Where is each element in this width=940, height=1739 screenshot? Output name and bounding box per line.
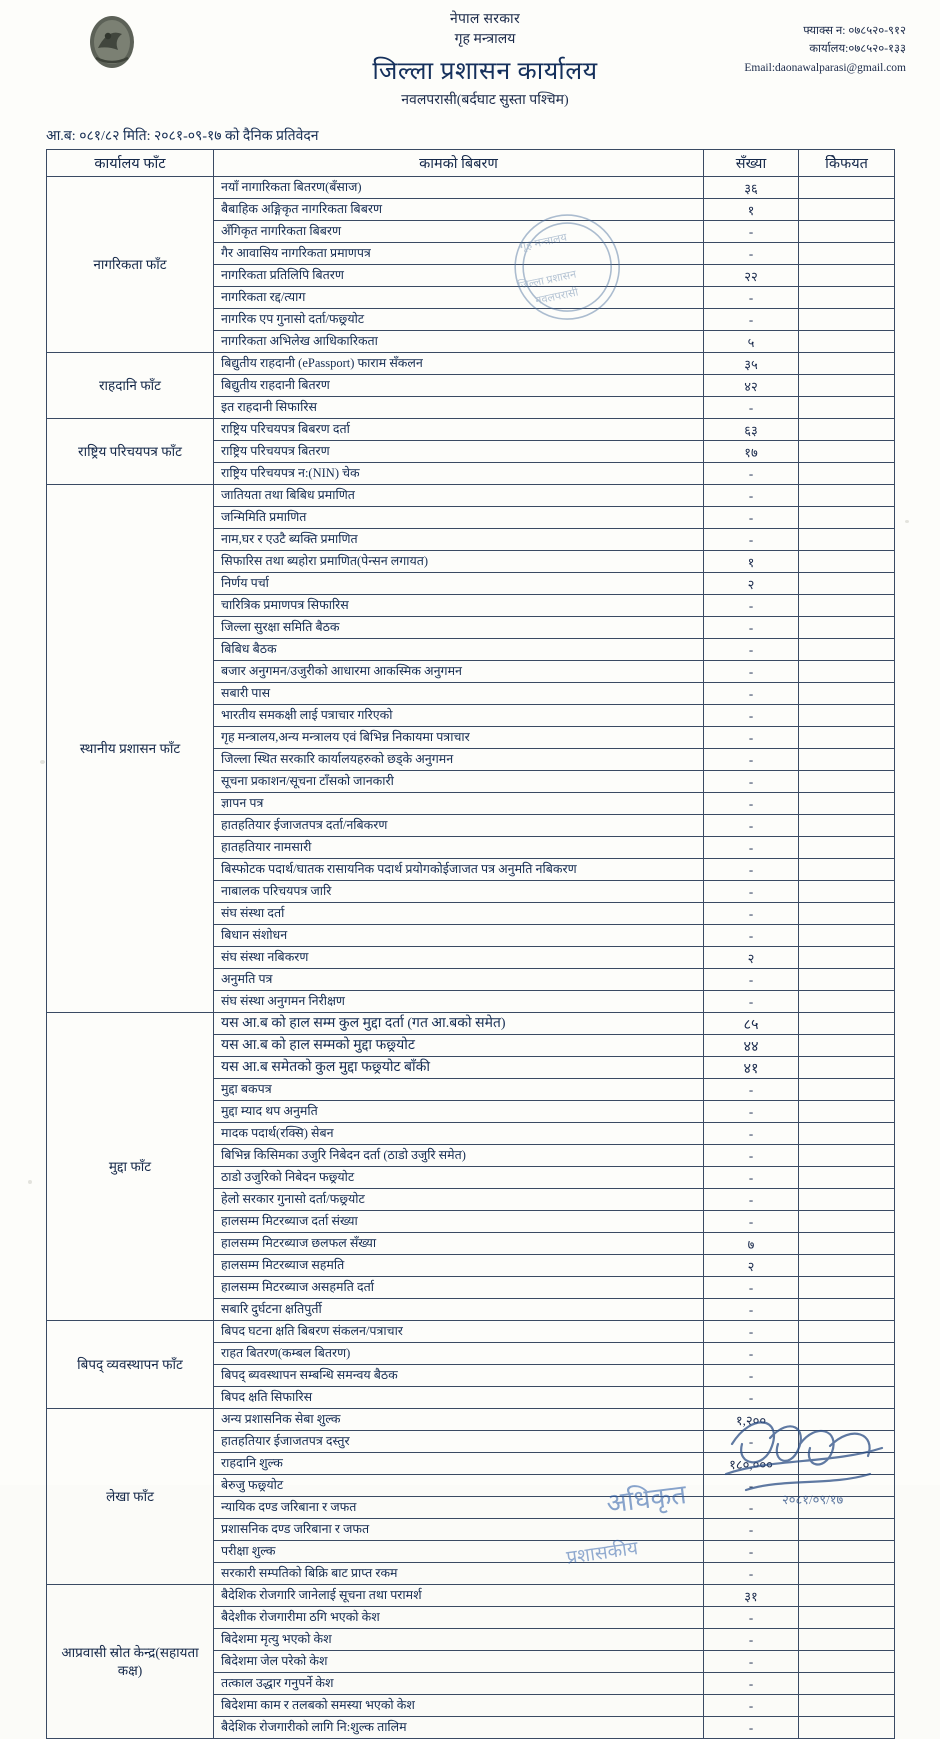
row-count: - xyxy=(704,1365,799,1387)
row-description: बिदेशमा काम र तलबको समस्या भएको केश xyxy=(214,1695,704,1717)
row-description: जन्मिमिति प्रमाणित xyxy=(214,507,704,529)
row-remark xyxy=(799,1453,895,1475)
row-description: संघ संस्था अनुगमन निरीक्षण xyxy=(214,991,704,1013)
col-head-description: कामको बिबरण xyxy=(214,150,704,177)
row-remark xyxy=(799,1057,895,1079)
row-remark xyxy=(799,1145,895,1167)
row-description: बिपद् ब्यवस्थापन सम्बन्धि समन्वय बैठक xyxy=(214,1365,704,1387)
table-row xyxy=(47,485,895,507)
row-description: बैदेशीक रोजगारीमा ठगि भएको केश xyxy=(214,1607,704,1629)
row-remark xyxy=(799,683,895,705)
row-remark xyxy=(799,199,895,221)
row-remark xyxy=(799,881,895,903)
row-count: - xyxy=(704,1145,799,1167)
district-name: नवलपरासी(बर्दघाट सुस्ता पश्चिम) xyxy=(401,92,569,108)
row-description: न्यायिक दण्ड जरिबाना र जफत xyxy=(214,1497,704,1519)
row-remark xyxy=(799,1035,895,1057)
row-remark xyxy=(799,1123,895,1145)
row-description: नाम,घर र एउटै ब्यक्ति प्रमाणित xyxy=(214,529,704,551)
row-remark xyxy=(799,661,895,683)
row-description: मादक पदार्थ(रक्सि) सेबन xyxy=(214,1123,704,1145)
row-count: - xyxy=(704,1475,799,1497)
table-row xyxy=(47,1321,895,1343)
row-description: सूचना प्रकाशन/सूचना टाँसको जानकारी xyxy=(214,771,704,793)
row-count: - xyxy=(704,287,799,309)
row-description: अन्य प्रशासनिक सेबा शुल्क xyxy=(214,1409,704,1431)
row-remark xyxy=(799,1167,895,1189)
row-description: अनुमति पत्र xyxy=(214,969,704,991)
row-count: ३६ xyxy=(704,177,799,199)
blue-stamp-text: अधिकृत xyxy=(604,1479,689,1519)
paper-speck xyxy=(28,1180,32,1184)
row-count: १,२०० xyxy=(704,1409,799,1431)
row-remark xyxy=(799,1409,895,1431)
row-remark xyxy=(799,1497,895,1519)
row-remark xyxy=(799,727,895,749)
row-remark xyxy=(799,221,895,243)
row-remark xyxy=(799,1255,895,1277)
row-description: नयाँ नागारिकता बितरण(बँसाज) xyxy=(214,177,704,199)
table-row xyxy=(47,419,895,441)
row-remark xyxy=(799,1541,895,1563)
row-count: - xyxy=(704,1123,799,1145)
row-remark xyxy=(799,1299,895,1321)
svg-text:२०८१/०९/१७: २०८१/०९/१७ xyxy=(782,1492,844,1507)
row-remark xyxy=(799,1651,895,1673)
row-description: सिफारिस तथा ब्यहोरा प्रमाणित(पेन्सन लगायत) xyxy=(214,551,704,573)
section-label: मुद्दा फाँट xyxy=(47,1013,214,1321)
row-remark xyxy=(799,287,895,309)
row-remark xyxy=(799,265,895,287)
row-count: - xyxy=(704,859,799,881)
nepal-government-emblem-icon xyxy=(88,14,136,70)
row-description: यस आ.ब को हाल सम्म कुल मुद्दा दर्ता (गत आ.बको समेत) xyxy=(214,1013,704,1035)
row-count: - xyxy=(704,683,799,705)
table-row xyxy=(47,353,895,375)
section-label: नागरिकता फाँट xyxy=(47,177,214,353)
row-remark xyxy=(799,1079,895,1101)
row-remark xyxy=(799,1387,895,1409)
row-count: ८५ xyxy=(704,1013,799,1035)
row-count: - xyxy=(704,705,799,727)
table-row xyxy=(47,1585,895,1607)
row-remark xyxy=(799,903,895,925)
row-remark xyxy=(799,1629,895,1651)
row-remark xyxy=(799,1717,895,1739)
row-remark xyxy=(799,419,895,441)
row-remark xyxy=(799,925,895,947)
row-description: चारित्रिक प्रमाणपत्र सिफारिस xyxy=(214,595,704,617)
row-remark xyxy=(799,859,895,881)
row-description: बजार अनुगमन/उजुरीको आधारमा आकस्मिक अनुगमन xyxy=(214,661,704,683)
row-count: - xyxy=(704,925,799,947)
row-description: हालसम्म मिटरब्याज दर्ता संख्या xyxy=(214,1211,704,1233)
row-description: जिल्ला सुरक्षा समिति बैठक xyxy=(214,617,704,639)
row-remark xyxy=(799,1519,895,1541)
row-count: - xyxy=(704,243,799,265)
row-remark xyxy=(799,1013,895,1035)
row-count: - xyxy=(704,1343,799,1365)
row-count: - xyxy=(704,1563,799,1585)
row-remark xyxy=(799,1695,895,1717)
row-description: संघ संस्था नबिकरण xyxy=(214,947,704,969)
row-remark xyxy=(799,529,895,551)
row-description: नागरिकता अभिलेख आधिकारिकता xyxy=(214,331,704,353)
row-count: - xyxy=(704,617,799,639)
row-description: नागरिकता रद्द/त्याग xyxy=(214,287,704,309)
row-description: बिपद क्षति सिफारिस xyxy=(214,1387,704,1409)
section-label: स्थानीय प्रशासन फाँट xyxy=(47,485,214,1013)
row-count: १८०,००० xyxy=(704,1453,799,1475)
row-count: - xyxy=(704,507,799,529)
row-description: हातहतियार ईजाजतपत्र दर्ता/नबिकरण xyxy=(214,815,704,837)
row-remark xyxy=(799,771,895,793)
row-description: यस आ.ब को हाल सम्मको मुद्दा फछ्र्योट xyxy=(214,1035,704,1057)
row-count: २ xyxy=(704,947,799,969)
row-description: बिद्युतीय राहदानी (ePassport) फाराम सँकलन xyxy=(214,353,704,375)
row-description: यस आ.ब समेतको कुल मुद्दा फछ्र्योट बाँकी xyxy=(214,1057,704,1079)
row-description: बिधान संशोधन xyxy=(214,925,704,947)
row-remark xyxy=(799,837,895,859)
row-description: इत राहदानी सिफारिस xyxy=(214,397,704,419)
row-count: - xyxy=(704,1321,799,1343)
row-count: २ xyxy=(704,573,799,595)
row-count: - xyxy=(704,1673,799,1695)
row-count: - xyxy=(704,1101,799,1123)
svg-text:जिल्ला प्रशासन: जिल्ला प्रशासन xyxy=(516,268,578,293)
row-count: - xyxy=(704,1629,799,1651)
row-description: अँगिकृत नागरिकता बिबरण xyxy=(214,221,704,243)
row-remark xyxy=(799,573,895,595)
row-remark xyxy=(799,1189,895,1211)
row-remark xyxy=(799,243,895,265)
report-title: आ.ब: ०८१/८२ मिति: २०८१-०९-१७ को दैनिक प्रतिवेदन xyxy=(46,129,319,144)
row-description: बैदेशिक रोजगारीको लागि नि:शुल्क तालिम xyxy=(214,1717,704,1739)
row-description: बैबाहिक अङ्गिकृत नागरिकता बिबरण xyxy=(214,199,704,221)
row-remark xyxy=(799,375,895,397)
col-head-office: कार्यालय फाँट xyxy=(47,150,214,177)
row-count: - xyxy=(704,1299,799,1321)
row-count: - xyxy=(704,969,799,991)
row-remark xyxy=(799,595,895,617)
row-count: - xyxy=(704,595,799,617)
row-description: बिद्युतीय राहदानी बितरण xyxy=(214,375,704,397)
row-count: - xyxy=(704,815,799,837)
row-remark xyxy=(799,1431,895,1453)
row-description: संघ संस्था दर्ता xyxy=(214,903,704,925)
row-count: - xyxy=(704,1277,799,1299)
row-count: - xyxy=(704,309,799,331)
table-header-row xyxy=(47,150,895,177)
row-count: - xyxy=(704,1519,799,1541)
row-remark xyxy=(799,1607,895,1629)
col-head-count: सँख्या xyxy=(704,150,799,177)
row-remark xyxy=(799,507,895,529)
row-count: - xyxy=(704,793,799,815)
row-description: मुद्दा बकपत्र xyxy=(214,1079,704,1101)
row-remark xyxy=(799,309,895,331)
section-label: आप्रवासी स्रोत केन्द्र(सहायता कक्ष) xyxy=(47,1585,214,1739)
svg-text:गृह मन्त्रालय: गृह मन्त्रालय xyxy=(518,231,568,254)
section-label: राष्ट्रिय परिचयपत्र फाँट xyxy=(47,419,214,485)
row-description: हातहतियार ईजाजतपत्र दस्तुर xyxy=(214,1431,704,1453)
report-table-wrapper xyxy=(46,149,894,1739)
office-name: जिल्ला प्रशासन कार्यालय xyxy=(372,57,598,85)
row-description: राष्ट्रिय परिचयपत्र बिबरण दर्ता xyxy=(214,419,704,441)
row-remark xyxy=(799,969,895,991)
row-remark xyxy=(799,1563,895,1585)
row-count: - xyxy=(704,1431,799,1453)
row-count: - xyxy=(704,529,799,551)
fax-number: फ्याक्स न: ०७८५२०-९१२ xyxy=(803,25,906,37)
row-description: हेलो सरकार गुनासो दर्ता/फछ्र्योट xyxy=(214,1189,704,1211)
row-count: ३५ xyxy=(704,353,799,375)
row-remark xyxy=(799,991,895,1013)
row-remark xyxy=(799,639,895,661)
row-count: ६३ xyxy=(704,419,799,441)
row-description: बिदेशमा मृत्यु भएको केश xyxy=(214,1629,704,1651)
row-count: १ xyxy=(704,199,799,221)
row-count: - xyxy=(704,463,799,485)
row-description: नागरिक एप गुनासो दर्ता/फछ्र्योट xyxy=(214,309,704,331)
svg-text:नवलपरासी: नवलपरासी xyxy=(534,286,580,308)
row-remark xyxy=(799,331,895,353)
document-header xyxy=(0,0,940,120)
office-email: Email:daonawalparasi@gmail.com xyxy=(744,61,906,74)
row-remark xyxy=(799,441,895,463)
row-description: सबारि दुर्घटना क्षतिपुर्ती xyxy=(214,1299,704,1321)
row-count: - xyxy=(704,749,799,771)
row-description: प्रशासनिक दण्ड जरिबाना र जफत xyxy=(214,1519,704,1541)
row-count: - xyxy=(704,221,799,243)
row-description: हातहतियार नामसारी xyxy=(214,837,704,859)
row-count: - xyxy=(704,1079,799,1101)
row-remark xyxy=(799,1101,895,1123)
row-remark xyxy=(799,177,895,199)
row-description: राष्ट्रिय परिचयपत्र बितरण xyxy=(214,441,704,463)
row-count: १ xyxy=(704,551,799,573)
row-count: ७ xyxy=(704,1233,799,1255)
row-description: मुद्दा म्याद थप अनुमति xyxy=(214,1101,704,1123)
daily-report-table xyxy=(46,149,895,1739)
row-description: बिदेशमा जेल परेको केश xyxy=(214,1651,704,1673)
row-remark xyxy=(799,617,895,639)
row-description: राहदानि शुल्क xyxy=(214,1453,704,1475)
row-count: - xyxy=(704,1387,799,1409)
row-count: - xyxy=(704,881,799,903)
row-count: - xyxy=(704,1189,799,1211)
row-remark xyxy=(799,1321,895,1343)
row-remark xyxy=(799,749,895,771)
gov-name: नेपाल सरकार xyxy=(449,12,521,27)
row-description: गैर आवासिय नागरिकता प्रमाणपत्र xyxy=(214,243,704,265)
blue-stamp-text-secondary: प्रशासकीय xyxy=(565,1538,640,1569)
row-count: - xyxy=(704,1211,799,1233)
row-count: ३१ xyxy=(704,1585,799,1607)
col-head-remark: केिफयत xyxy=(799,150,895,177)
row-remark xyxy=(799,1475,895,1497)
row-description: परीक्षा शुल्क xyxy=(214,1541,704,1563)
row-description: हालसम्म मिटरब्याज असहमति दर्ता xyxy=(214,1277,704,1299)
row-description: बिभिन्न किसिमका उजुरि निबेदन दर्ता (ठाडो उजुरि समेत) xyxy=(214,1145,704,1167)
header-contact-block xyxy=(744,22,906,77)
row-description: बिबिध बैठक xyxy=(214,639,704,661)
table-row xyxy=(47,1409,895,1431)
row-description: बैदेशिक रोजगारि जानेलाई सूचना तथा परामर्श xyxy=(214,1585,704,1607)
row-count: - xyxy=(704,727,799,749)
row-count: - xyxy=(704,397,799,419)
row-description: जातियता तथा बिबिध प्रमाणित xyxy=(214,485,704,507)
row-count: ५ xyxy=(704,331,799,353)
row-count: - xyxy=(704,661,799,683)
row-remark xyxy=(799,1673,895,1695)
section-label: बिपद् व्यवस्थापन फाँट xyxy=(47,1321,214,1409)
row-remark xyxy=(799,705,895,727)
row-count: - xyxy=(704,485,799,507)
row-description: बेरुजु फछ्र्योट xyxy=(214,1475,704,1497)
row-description: गृह मन्त्रालय,अन्य मन्त्रालय एवं बिभिन्न निकायमा पत्राचार xyxy=(214,727,704,749)
row-description: राष्ट्रिय परिचयपत्र न:(NIN) चेक xyxy=(214,463,704,485)
row-remark xyxy=(799,353,895,375)
row-description: बिस्फोटक पदार्थ/घातक रासायनिक पदार्थ प्रयोगकोईजाजत पत्र अनुमति नबिकरण xyxy=(214,859,704,881)
section-label: लेखा फाँट xyxy=(47,1409,214,1585)
row-remark xyxy=(799,793,895,815)
row-count: - xyxy=(704,1607,799,1629)
row-remark xyxy=(799,551,895,573)
row-remark xyxy=(799,1211,895,1233)
row-count: - xyxy=(704,639,799,661)
row-count: २ xyxy=(704,1255,799,1277)
row-remark xyxy=(799,947,895,969)
row-description: नागरिकता प्रतिलिपि बितरण xyxy=(214,265,704,287)
row-count: - xyxy=(704,1695,799,1717)
office-phone: कार्यालय:०७८५२०-१३३ xyxy=(809,43,906,56)
row-count: ४४ xyxy=(704,1035,799,1057)
row-count: ४१ xyxy=(704,1057,799,1079)
row-count: - xyxy=(704,1497,799,1519)
paper-speck xyxy=(40,760,45,764)
row-description: हालसम्म मिटरब्याज सहमति xyxy=(214,1255,704,1277)
row-description: सबारी पास xyxy=(214,683,704,705)
row-remark xyxy=(799,815,895,837)
row-description: राहत बितरण(कम्बल बितरण) xyxy=(214,1343,704,1365)
row-count: - xyxy=(704,1717,799,1739)
row-count: ४२ xyxy=(704,375,799,397)
row-description: जिल्ला स्थित सरकारि कार्यालयहरुको छड्के अनुगमन xyxy=(214,749,704,771)
row-description: सरकारी सम्पतिको बिक्रि बाट प्राप्त रकम xyxy=(214,1563,704,1585)
row-count: - xyxy=(704,837,799,859)
row-remark xyxy=(799,1277,895,1299)
row-description: भारतीय समकक्षी लाई पत्राचार गरिएको xyxy=(214,705,704,727)
ministry-name: गृह मन्त्रालय xyxy=(454,32,516,48)
row-count: - xyxy=(704,1651,799,1673)
row-description: निर्णय पर्चा xyxy=(214,573,704,595)
row-description: बिपद घटना क्षति बिबरण संकलन/पत्राचार xyxy=(214,1321,704,1343)
row-description: ज्ञापन पत्र xyxy=(214,793,704,815)
row-count: १७ xyxy=(704,441,799,463)
table-body xyxy=(47,177,895,1739)
table-row xyxy=(47,1013,895,1035)
row-remark xyxy=(799,463,895,485)
table-row xyxy=(47,177,895,199)
row-count: - xyxy=(704,771,799,793)
row-count: - xyxy=(704,991,799,1013)
row-remark xyxy=(799,1585,895,1607)
row-description: नाबालक परिचयपत्र जारि xyxy=(214,881,704,903)
row-count: २२ xyxy=(704,265,799,287)
paper-speck xyxy=(905,520,909,523)
row-remark xyxy=(799,485,895,507)
section-label: राहदानि फाँट xyxy=(47,353,214,419)
row-description: हालसम्म मिटरब्याज छलफल सँख्या xyxy=(214,1233,704,1255)
row-remark xyxy=(799,397,895,419)
row-count: - xyxy=(704,1541,799,1563)
row-count: - xyxy=(704,1167,799,1189)
row-count: - xyxy=(704,903,799,925)
row-description: ठाडो उजुरिको निबेदन फछ्र्योट xyxy=(214,1167,704,1189)
row-remark xyxy=(799,1365,895,1387)
row-remark xyxy=(799,1343,895,1365)
row-remark xyxy=(799,1233,895,1255)
row-description: तत्काल उद्धार गनुपर्ने केश xyxy=(214,1673,704,1695)
